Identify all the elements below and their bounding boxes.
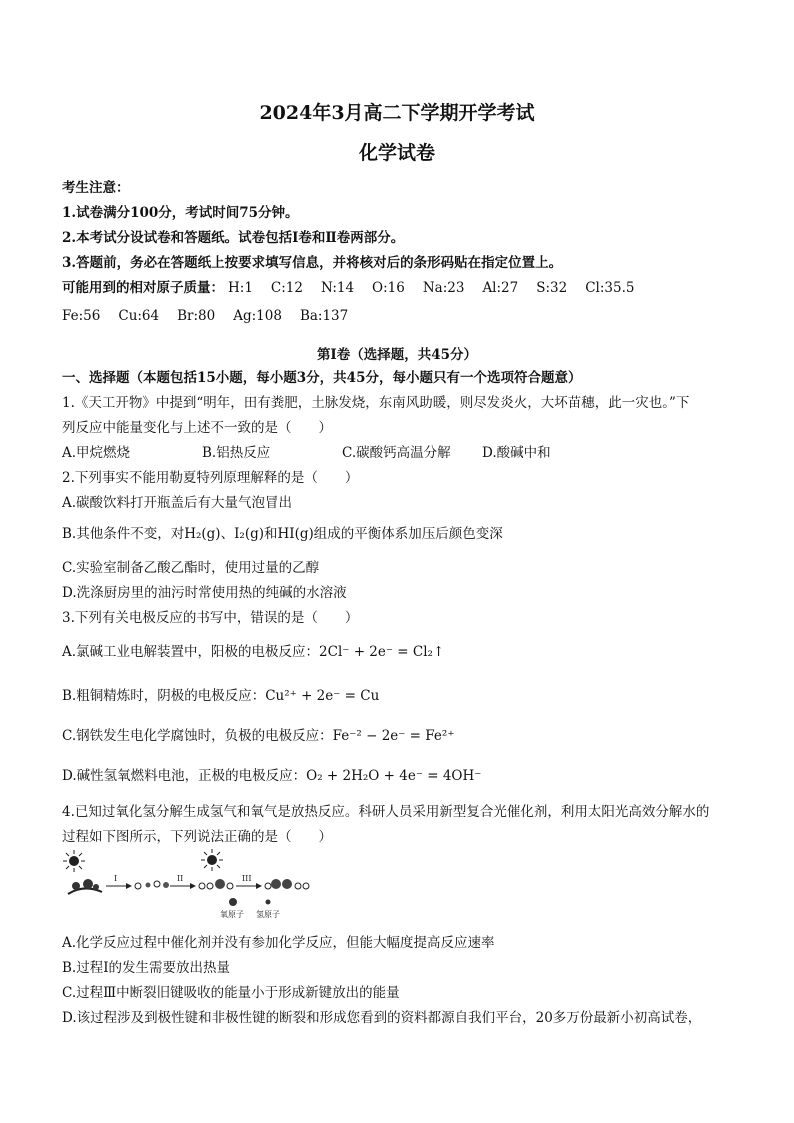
notice-heading: 考生注意： bbox=[62, 180, 130, 196]
mass-cu: Cu:64 bbox=[118, 308, 160, 324]
exam-title: 2024年3月高二下学期开学考试 bbox=[259, 102, 535, 124]
q1-option-d: D.酸碱中和 bbox=[482, 445, 551, 461]
section-heading: 一、选择题（本题包括15小题，每小题3分，共45分，每小题只有一个选项符合题意） bbox=[62, 370, 582, 386]
q1-stem-line-2: 列反应中能量变化与上述不一致的是（ ） bbox=[62, 420, 332, 436]
q4-stem-line-2: 过程如下图所示，下列说法正确的是（ ） bbox=[62, 829, 332, 845]
atomic-mass-label: 可能用到的相对原子质量： bbox=[62, 280, 224, 296]
q1-option-a: A.甲烷燃烧 bbox=[62, 445, 131, 461]
exam-subtitle: 化学试卷 bbox=[358, 142, 435, 164]
water-splitting-diagram bbox=[62, 848, 322, 922]
q1-option-b: B.铝热反应 bbox=[202, 445, 271, 461]
mass-ba: Ba:137 bbox=[299, 308, 349, 324]
hydrogen-atom-icon bbox=[266, 900, 271, 905]
q3-stem: 3.下列有关电极反应的书写中，错误的是（ ） bbox=[62, 610, 359, 626]
mass-cl: Cl:35.5 bbox=[585, 280, 635, 296]
mass-br: Br:80 bbox=[177, 308, 216, 324]
oxygen-atom-icon bbox=[229, 898, 237, 906]
q4-stem-line-1: 4.已知过氧化氢分解生成氢气和氧气是放热反应。科研人员采用新型复合光催化剂，利用太阳光高效分解水的 bbox=[62, 804, 710, 820]
q2-option-a: A.碳酸饮料打开瓶盖后有大量气泡冒出 bbox=[62, 495, 293, 511]
step-1-label: I bbox=[114, 874, 118, 883]
q1-option-c: C.碳酸钙高温分解 bbox=[342, 445, 451, 461]
mass-n: N:14 bbox=[320, 280, 355, 296]
q1-stem-line-1: 1.《天工开物》中提到“明年，田有粪肥，土脉发烧，东南风助暖，则尽发炎火，大坏苗穗，此一灾也。”下 bbox=[62, 395, 690, 411]
mass-na: Na:23 bbox=[422, 280, 465, 296]
q3-option-a: A.氯碱工业电解装置中，阳极的电极反应：2Cl⁻ + 2e⁻ = Cl₂↑ bbox=[62, 644, 445, 660]
q2-stem: 2.下列事实不能用勒夏特列原理解释的是（ ） bbox=[62, 470, 359, 486]
q3-option-c: C.钢铁发生电化学腐蚀时，负极的电极反应：Fe⁻² − 2e⁻ = Fe²⁺ bbox=[62, 728, 455, 744]
part1-heading: 第Ⅰ卷（选择题，共45分） bbox=[316, 347, 478, 363]
q2-option-b: B.其他条件不变，对H₂(g)、I₂(g)和HI(g)组成的平衡体系加压后颜色变深 bbox=[62, 526, 503, 542]
legend-oxygen: 氧原子 bbox=[220, 910, 244, 919]
mass-al: Al:27 bbox=[482, 280, 519, 296]
sun-icon bbox=[63, 850, 85, 872]
notice-item-2: 2.本考试分设试卷和答题纸。试卷包括Ⅰ卷和Ⅱ卷两部分。 bbox=[62, 230, 405, 246]
mass-ag: Ag:108 bbox=[233, 308, 282, 324]
q4-option-b: B.过程Ⅰ的发生需要放出热量 bbox=[62, 960, 231, 976]
q4-option-c: C.过程Ⅲ中断裂旧键吸收的能量小于形成新键放出的能量 bbox=[62, 985, 400, 1001]
mass-fe: Fe:56 bbox=[62, 308, 101, 324]
atomic-mass-row-2 bbox=[62, 308, 366, 324]
atomic-mass-row-1 bbox=[62, 276, 634, 296]
step-3-label: III bbox=[242, 874, 252, 883]
q1-options bbox=[62, 441, 551, 461]
mass-h: H:1 bbox=[228, 280, 253, 296]
q4-option-d: D.该过程涉及到极性键和非极性键的断裂和形成您看到的资料都源自我们平台，20多万份最新小初高试卷， bbox=[62, 1010, 702, 1026]
notice-item-3: 3.答题前，务必在答题纸上按要求填写信息，并将核对后的条形码贴在指定位置上。 bbox=[62, 255, 563, 271]
q3-option-b: B.粗铜精炼时，阴极的电极反应：Cu²⁺ + 2e⁻ = Cu bbox=[62, 688, 380, 704]
q4-option-a: A.化学反应过程中催化剂并没有参加化学反应，但能大幅度提高反应速率 bbox=[62, 935, 495, 951]
mass-c: C:12 bbox=[270, 280, 303, 296]
q2-option-d: D.洗涤厨房里的油污时常使用热的纯碱的水溶液 bbox=[62, 585, 347, 601]
q2-option-c: C.实验室制备乙酸乙酯时，使用过量的乙醇 bbox=[62, 560, 320, 576]
mass-o: O:16 bbox=[372, 280, 405, 296]
q3-option-d: D.碱性氢氧燃料电池，正极的电极反应：O₂ + 2H₂O + 4e⁻ = 4OH⁻ bbox=[62, 768, 482, 784]
step-2-label: II bbox=[177, 874, 184, 883]
legend-hydrogen: 氢原子 bbox=[256, 910, 280, 919]
mass-s: S:32 bbox=[536, 280, 568, 296]
sun-icon-2 bbox=[201, 849, 223, 871]
notice-item-1: 1.试卷满分100分，考试时间75分钟。 bbox=[62, 205, 299, 221]
